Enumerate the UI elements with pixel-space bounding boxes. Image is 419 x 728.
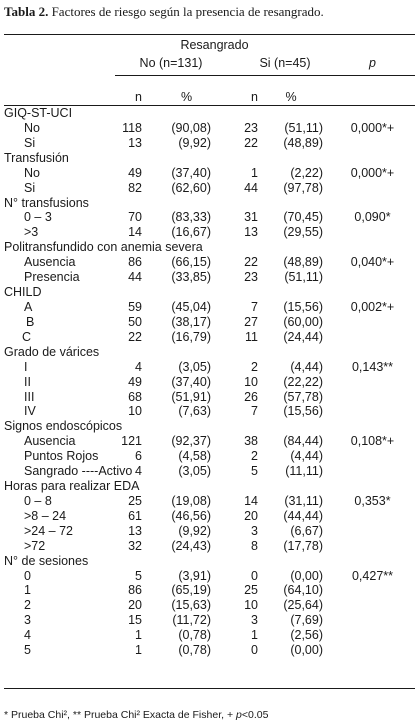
cell-pct-si: (44,44) bbox=[283, 508, 323, 523]
table-title-number: Tabla 2. bbox=[4, 4, 49, 19]
cell-pct-si: (70,45) bbox=[283, 210, 323, 225]
cell-pct-no: (3,91) bbox=[178, 568, 211, 583]
row-label: Sangrado ----Activo bbox=[24, 464, 133, 479]
cell-pct-no: (4,58) bbox=[178, 449, 211, 464]
cell-pct-no: (24,43) bbox=[171, 538, 211, 553]
cell-n-no: 20 bbox=[128, 598, 142, 613]
row-label: 4 bbox=[24, 628, 31, 643]
cell-pct-si: (22,22) bbox=[283, 374, 323, 389]
cell-n-si: 3 bbox=[251, 613, 258, 628]
cell-n-no: 13 bbox=[128, 135, 142, 150]
header-col-si: Si (n=45) bbox=[259, 56, 311, 70]
cell-n-no: 86 bbox=[128, 255, 142, 270]
cell-n-no: 32 bbox=[128, 538, 142, 553]
cell-pct-no: (16,79) bbox=[171, 329, 211, 344]
cell-n-si: 38 bbox=[244, 434, 258, 449]
footnote-text: * Prueba Chi², ** Prueba Chi² Exacta de Fisher, + p<0.05 bbox=[4, 709, 269, 721]
group-label: GIQ-ST-UCI bbox=[4, 106, 73, 120]
cell-n-si: 2 bbox=[251, 359, 258, 374]
cell-pct-si: (48,89) bbox=[283, 255, 323, 270]
cell-pct-si: (84,44) bbox=[283, 434, 323, 449]
cell-n-no: 6 bbox=[135, 449, 142, 464]
cell-pct-si: (31,11) bbox=[284, 493, 323, 508]
cell-pct-no: (16,67) bbox=[171, 225, 211, 240]
header-n-no: n bbox=[135, 90, 142, 104]
cell-pct-no: (3,05) bbox=[178, 359, 211, 374]
cell-pct-no: (19,08) bbox=[171, 493, 211, 508]
cell-n-si: 1 bbox=[251, 628, 258, 643]
cell-pct-no: (0,78) bbox=[178, 643, 211, 658]
cell-pct-no: (9,92) bbox=[178, 135, 211, 150]
row-label: >8 – 24 bbox=[24, 508, 67, 523]
cell-n-si: 31 bbox=[244, 210, 258, 225]
cell-n-si: 13 bbox=[244, 225, 258, 240]
cell-n-si: 23 bbox=[244, 270, 258, 285]
cell-pct-si: (24,44) bbox=[283, 329, 323, 344]
row-label: C bbox=[22, 329, 32, 344]
row-label: No bbox=[24, 165, 40, 180]
cell-pct-si: (97,78) bbox=[283, 180, 323, 195]
row-label: 1 bbox=[24, 583, 31, 598]
row-label: >72 bbox=[24, 538, 46, 553]
cell-n-no: 86 bbox=[128, 583, 142, 598]
cell-pct-si: (2,22) bbox=[290, 165, 323, 180]
row-label: >3 bbox=[24, 225, 39, 240]
cell-pct-no: (65,19) bbox=[171, 583, 211, 598]
table-title bbox=[4, 4, 415, 20]
cell-n-si: 7 bbox=[251, 404, 258, 419]
cell-pct-si: (64,10) bbox=[283, 583, 323, 598]
cell-pct-no: (92,37) bbox=[171, 434, 211, 449]
cell-n-si: 25 bbox=[244, 583, 258, 598]
cell-pct-si: (17,78) bbox=[283, 538, 323, 553]
cell-pct-si: (51,11) bbox=[284, 120, 323, 135]
cell-pct-si: (11,11) bbox=[285, 464, 323, 479]
cell-n-si: 5 bbox=[251, 464, 258, 479]
header-underline bbox=[115, 75, 415, 76]
row-label: 0 – 8 bbox=[24, 493, 52, 508]
cell-n-si: 44 bbox=[244, 180, 258, 195]
header-col-p: p bbox=[369, 56, 376, 70]
cell-n-si: 22 bbox=[244, 255, 258, 270]
cell-pct-no: (83,33) bbox=[171, 210, 211, 225]
row-label: 2 bbox=[24, 598, 31, 613]
cell-n-no: 4 bbox=[135, 359, 142, 374]
table-title-text: Factores de riesgo según la presencia de resangrado. bbox=[51, 4, 324, 19]
row-label: No bbox=[24, 120, 40, 135]
row-label: 5 bbox=[24, 643, 31, 658]
cell-p-value: 0,353* bbox=[354, 493, 391, 508]
cell-pct-no: (11,72) bbox=[172, 613, 211, 628]
cell-pct-no: (15,63) bbox=[171, 598, 211, 613]
row-label: Ausencia bbox=[24, 434, 76, 449]
group-label: Signos endoscópicos bbox=[4, 419, 123, 434]
cell-pct-no: (46,56) bbox=[171, 508, 211, 523]
cell-n-si: 3 bbox=[251, 523, 258, 538]
cell-pct-si: (7,69) bbox=[290, 613, 323, 628]
cell-n-no: 82 bbox=[128, 180, 142, 195]
cell-pct-no: (62,60) bbox=[171, 180, 211, 195]
cell-n-si: 1 bbox=[251, 165, 258, 180]
cell-p-value: 0,108*+ bbox=[350, 434, 395, 449]
cell-pct-si: (6,67) bbox=[290, 523, 323, 538]
row-label: III bbox=[24, 389, 35, 404]
cell-n-si: 10 bbox=[244, 374, 258, 389]
cell-pct-no: (66,15) bbox=[171, 255, 211, 270]
cell-pct-si: (0,00) bbox=[290, 568, 323, 583]
header-col-no: No (n=131) bbox=[139, 56, 203, 70]
group-label: Grado de várices bbox=[4, 344, 100, 359]
cell-pct-no: (90,08) bbox=[171, 120, 211, 135]
row-label: Si bbox=[24, 180, 36, 195]
cell-n-no: 61 bbox=[128, 508, 142, 523]
group-label: Horas para realizar EDA bbox=[4, 479, 140, 493]
cell-pct-si: (60,00) bbox=[283, 314, 323, 329]
cell-n-si: 0 bbox=[251, 643, 258, 658]
cell-pct-si: (57,78) bbox=[283, 389, 323, 404]
cell-n-si: 0 bbox=[251, 568, 258, 583]
cell-n-si: 14 bbox=[244, 493, 258, 508]
row-label: Ausencia bbox=[24, 255, 76, 270]
group-label: N° de sesiones bbox=[4, 553, 89, 568]
cell-n-si: 27 bbox=[244, 314, 258, 329]
cell-n-no: 44 bbox=[128, 270, 142, 285]
cell-pct-si: (0,00) bbox=[290, 643, 323, 658]
cell-pct-si: (48,89) bbox=[283, 135, 323, 150]
cell-n-si: 8 bbox=[251, 538, 258, 553]
top-rule bbox=[4, 34, 415, 35]
cell-pct-si: (15,56) bbox=[283, 404, 323, 419]
cell-pct-si: (29,55) bbox=[283, 225, 323, 240]
cell-n-no: 1 bbox=[135, 643, 142, 658]
cell-n-si: 26 bbox=[244, 389, 258, 404]
row-label: 0 – 3 bbox=[24, 210, 52, 225]
cell-n-no: 68 bbox=[128, 389, 142, 404]
cell-pct-si: (25,64) bbox=[283, 598, 323, 613]
cell-n-no: 13 bbox=[128, 523, 142, 538]
header-group-label: Resangrado bbox=[180, 38, 249, 52]
cell-n-no: 50 bbox=[128, 314, 142, 329]
cell-n-no: 5 bbox=[135, 568, 142, 583]
cell-p-value: 0,143** bbox=[351, 359, 393, 374]
cell-p-value: 0,000*+ bbox=[350, 120, 395, 135]
cell-n-no: 25 bbox=[128, 493, 142, 508]
row-label: IV bbox=[24, 404, 36, 419]
row-label: II bbox=[24, 374, 31, 389]
row-label: A bbox=[24, 300, 33, 314]
group-label: CHILD bbox=[4, 285, 42, 299]
cell-pct-no: (0,78) bbox=[178, 628, 211, 643]
bottom-rule bbox=[4, 688, 415, 689]
cell-pct-no: (37,40) bbox=[171, 374, 211, 389]
row-label: 3 bbox=[24, 613, 31, 628]
cell-pct-no: (3,05) bbox=[178, 464, 211, 479]
cell-n-si: 11 bbox=[245, 329, 258, 344]
row-label: Presencia bbox=[24, 270, 80, 285]
row-label: I bbox=[24, 359, 28, 374]
cell-n-no: 15 bbox=[128, 613, 142, 628]
cell-n-no: 49 bbox=[128, 374, 142, 389]
cell-n-no: 118 bbox=[122, 120, 142, 135]
cell-n-si: 22 bbox=[244, 135, 258, 150]
header-pct-si: % bbox=[285, 90, 297, 104]
cell-pct-no: (38,17) bbox=[171, 314, 211, 329]
cell-n-si: 20 bbox=[244, 508, 258, 523]
cell-p-value: 0,040*+ bbox=[350, 255, 395, 270]
header-n-si: n bbox=[251, 90, 258, 104]
group-label: Transfusión bbox=[4, 150, 69, 165]
table-footnote bbox=[4, 709, 415, 721]
cell-n-si: 23 bbox=[244, 120, 258, 135]
cell-pct-no: (45,04) bbox=[171, 300, 211, 314]
group-label: Politransfundido con anemia severa bbox=[4, 240, 203, 255]
cell-n-si: 2 bbox=[251, 449, 258, 464]
cell-n-no: 1 bbox=[135, 628, 142, 643]
row-label: B bbox=[26, 314, 35, 329]
cell-n-no: 4 bbox=[135, 464, 142, 479]
group-label: N° transfusions bbox=[4, 195, 89, 210]
cell-p-value: 0,090* bbox=[354, 210, 391, 225]
row-label: Puntos Rojos bbox=[24, 449, 99, 464]
cell-pct-si: (15,56) bbox=[283, 300, 323, 314]
cell-n-no: 49 bbox=[128, 165, 142, 180]
cell-p-value: 0,000*+ bbox=[350, 165, 395, 180]
cell-pct-si: (2,56) bbox=[290, 628, 323, 643]
cell-n-no: 22 bbox=[128, 329, 142, 344]
cell-pct-no: (7,63) bbox=[178, 404, 211, 419]
cell-pct-si: (51,11) bbox=[284, 270, 323, 285]
cell-pct-no: (9,92) bbox=[178, 523, 211, 538]
cell-pct-no: (51,91) bbox=[171, 389, 211, 404]
cell-pct-no: (33,85) bbox=[171, 270, 211, 285]
row-label: >24 – 72 bbox=[24, 523, 74, 538]
cell-pct-no: (37,40) bbox=[171, 165, 211, 180]
cell-n-no: 121 bbox=[121, 434, 142, 449]
row-label: 0 bbox=[24, 568, 31, 583]
header-pct-no: % bbox=[180, 90, 193, 104]
cell-pct-si: (4,44) bbox=[290, 359, 323, 374]
cell-pct-si: (4,44) bbox=[290, 449, 323, 464]
cell-n-no: 14 bbox=[128, 225, 142, 240]
cell-n-si: 7 bbox=[251, 300, 258, 314]
cell-n-no: 59 bbox=[128, 300, 142, 314]
cell-n-si: 10 bbox=[244, 598, 258, 613]
cell-p-value: 0,427** bbox=[351, 568, 393, 583]
cell-n-no: 10 bbox=[128, 404, 142, 419]
cell-p-value: 0,002*+ bbox=[350, 300, 395, 314]
cell-n-no: 70 bbox=[128, 210, 142, 225]
row-label: Si bbox=[24, 135, 36, 150]
